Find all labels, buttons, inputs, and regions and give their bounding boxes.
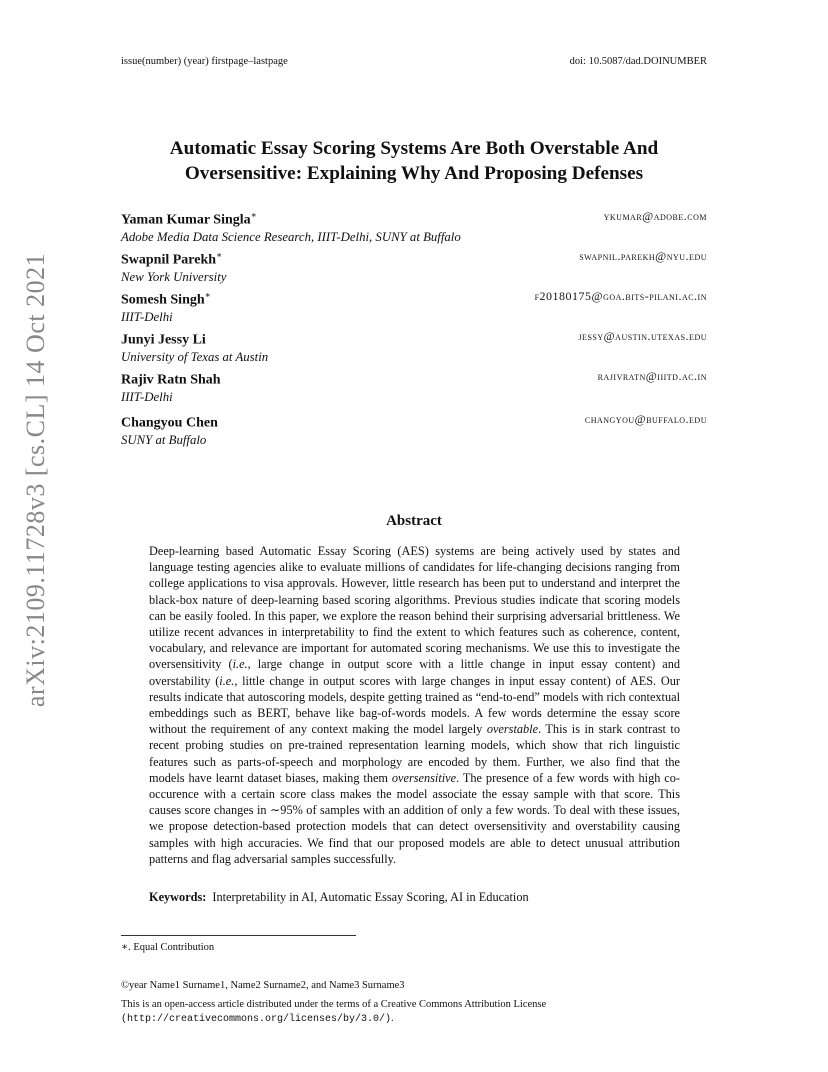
author-email[interactable]: f20180175@goa.bits-pilani.ac.in [534,289,707,303]
author-block [121,367,707,406]
author-affiliation: University of Texas at Austin [121,349,269,364]
author-name: Swapnil Parekh∗ [121,250,223,268]
author-name: Yaman Kumar Singla∗ [121,210,257,228]
author-name: Somesh Singh∗ [121,290,211,308]
footnote-equal-contribution: ∗. Equal Contribution [121,942,215,953]
copyright-notice: ©year Name1 Surname1, Name2 Surname2, and Name3 Surname3 [121,980,405,991]
running-header-left: issue(number) (year) firstpage–lastpage [121,56,288,67]
author-block [121,287,707,326]
license-notice: This is an open-access article distributed under the terms of a Creative Commons Attribution License (http://creativecommons.org/licenses/by/3.0/). [121,999,547,1025]
author-affiliation: Adobe Media Data Science Research, IIIT-Delhi, SUNY at Buffalo [121,229,461,244]
keywords-text: Interpretability in AI, Automatic Essay Scoring, AI in Education [212,890,529,904]
author-block [121,410,707,449]
author-block [121,327,707,366]
license-url-link[interactable]: (http://creativecommons.org/licenses/by/3.0/) [121,1014,392,1025]
paper-title [121,136,707,186]
running-header-doi: doi: 10.5087/dad.DOINUMBER [569,56,707,67]
author-email[interactable]: jessy@austin.utexas.edu [578,329,707,343]
title-line-1: Automatic Essay Scoring Systems Are Both Overstable And [169,138,659,159]
author-name: Junyi Jessy Li [121,332,206,348]
author-name: Rajiv Ratn Shah [121,372,221,388]
keywords [149,890,689,905]
author-block [121,207,707,246]
arxiv-sidebar [0,0,70,1072]
keywords-label: Keywords: [149,890,207,904]
author-affiliation: SUNY at Buffalo [121,432,207,447]
title-line-2: Oversensitive: Explaining Why And Proposing Defenses [184,163,644,184]
author-name: Changyou Chen [121,415,218,431]
author-email[interactable]: swapnil.parekh@nyu.edu [579,249,707,263]
author-email[interactable]: rajivratn@iiitd.ac.in [597,369,707,383]
footnote-divider [121,935,356,936]
abstract-heading: Abstract [386,513,442,529]
author-affiliation: IIIT-Delhi [121,389,173,404]
abstract-body: Deep-learning based Automatic Essay Scoring (AES) systems are being actively used by states and language testing agencies alike to evaluate millions of candidates for life-changing decisions ranging from college applications to visa approvals. However, little research has been put to understand and interpret the black-box nature of deep-learning based scoring algorithms. Previous studies indicate that scoring models can be easily fooled. In this paper, we explore the reason behind their surprising adversarial brittleness. We utilize recent advances in interpretability to find the extent to which features such as coherence, content, vocabulary, and relevance are important for automated scoring mechanisms. We use this to investigate the oversensitivity (i.e., large change in output score with a little change in input essay content) and overstability (i.e., little change in output scores with large changes in input essay content) of AES. Our results indicate that autoscoring models, despite getting trained as “end-to-end” models with rich contextual embeddings such as BERT, behave like bag-of-words models. A few words determine the essay score without the requirement of any context making the model largely overstable. This is in stark contrast to recent probing studies on pre-trained representation learning models, which show that rich linguistic features such as parts-of-speech and morphology are encoded by them. Further, we also find that the models have learnt dataset biases, making them oversensitive. The presence of a few words with high co-occurence with a certain score class makes the model associate the essay sample with that score. This causes score changes in ∼95% of samples with an addition of only a few words. To deal with these issues, we propose detection-based protection models that can detect oversensitivity and overstability causing samples with high accuracies. We find that our proposed models are able to detect unusual attribution patterns and flag adversarial samples successfully. [149,544,680,866]
author-email[interactable]: changyou@buffalo.edu [584,412,707,426]
arxiv-identifier: arXiv:2109.11728v3 [cs.CL] 14 Oct 2021 [21,252,50,708]
author-affiliation: New York University [121,269,227,284]
author-affiliation: IIIT-Delhi [121,309,173,324]
author-block [121,247,707,286]
author-email[interactable]: ykumar@adobe.com [603,209,707,223]
